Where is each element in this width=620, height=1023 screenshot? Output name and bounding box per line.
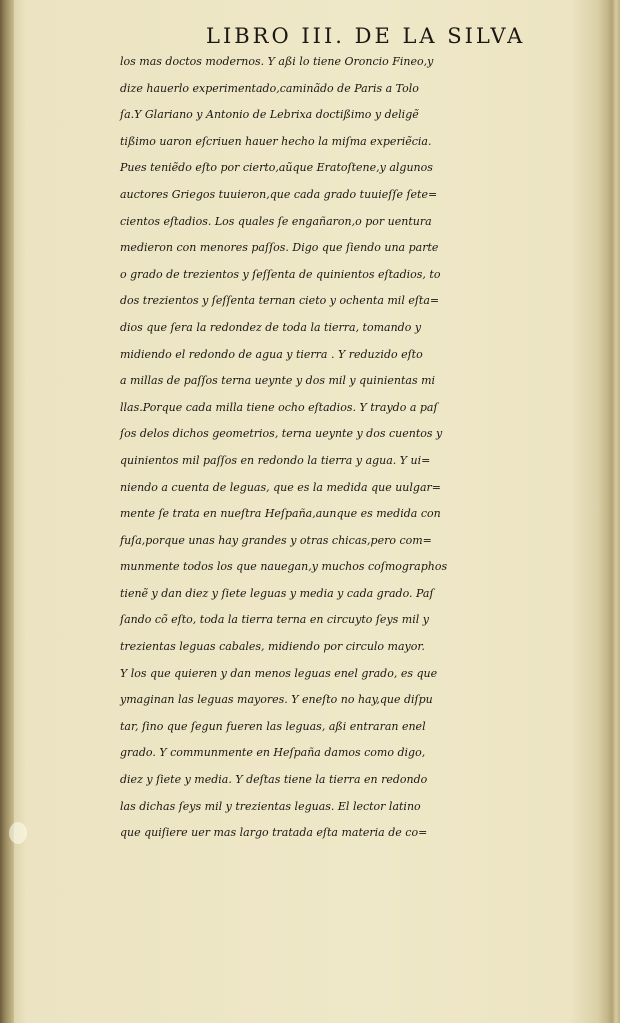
text-line: niendo a cuenta de leguas, que es la medida que uulgar= xyxy=(120,480,441,494)
text-line: ſa.Y Glariano y Antonio de Lebrixa doctißimo y deligẽ xyxy=(120,108,419,122)
text-line: Y los que quieren y dan menos leguas enel grado, es que xyxy=(120,666,438,680)
text-line: ſando cõ eſto, toda la tierra terna en circuyto ſeys mil y xyxy=(120,613,429,627)
paper-stain xyxy=(9,822,27,844)
text-line: a millas de paſſos terna ueynte y dos mil y quinientas mi xyxy=(120,374,436,388)
text-line: trezientas leguas cabales, midiendo por circulo mayor. xyxy=(120,640,425,654)
text-line: dize hauerlo experimentado,caminãdo de Paris a Tolo xyxy=(120,81,419,95)
text-line: grado. Y communmente en Heſpaña damos como digo, xyxy=(120,746,426,760)
running-header: LIBRO III. DE LA SILVA xyxy=(206,24,526,48)
text-line: mente ſe trata en nueſtra Heſpaña,aunque es medida con xyxy=(120,507,441,521)
text-line: ſos delos dichos geometrios, terna ueynte y dos cuentos y xyxy=(120,427,443,441)
text-line: las dichas ſeys mil y trezientas leguas. El lector latino xyxy=(120,799,421,813)
text-line: ymaginan las leguas mayores. Y eneſto no hay,que diſpu xyxy=(120,693,433,707)
text-line: tißimo uaron eſcriuen hauer hecho la miſma experiẽcia. xyxy=(120,134,432,148)
text-line: llas.Porque cada milla tiene ocho eſtadios. Y traydo a paſ xyxy=(120,400,438,414)
text-line: medieron con menores paſſos. Digo que ſiendo una parte xyxy=(120,241,439,255)
text-line: munmente todos los que nauegan,y muchos coſmographos xyxy=(120,560,448,574)
page-edge xyxy=(598,0,620,1023)
text-line: los mas doctos modernos. Y aßi lo tiene Oroncio Fineo,y xyxy=(120,55,434,68)
text-line: dios que ſera la redondez de toda la tierra, tomando y xyxy=(120,320,422,334)
gutter-shadow xyxy=(0,0,14,1023)
text-line: o grado de trezientos y ſeſſenta de quinientos eſtadios, to xyxy=(120,267,441,281)
text-line: cientos eſtadios. Los quales ſe engañaron,o por uentura xyxy=(120,214,432,228)
text-line: que quiſiere uer mas largo tratada eſta materia de co= xyxy=(120,826,428,840)
text-line: tienẽ y dan diez y ſiete leguas y media y cada grado. Paſ xyxy=(120,586,434,600)
text-line: auctores Griegos tuuieron,que cada grado tuuieſſe ſete= xyxy=(120,187,438,201)
text-line: quinientos mil paſſos en redondo la tierra y agua. Y ui= xyxy=(120,453,431,467)
text-line: Pues teniẽdo eſto por cierto,aũque Eratoſtene,y algunos xyxy=(120,161,433,175)
text-line: dos trezientos y ſeſſenta ternan cieto y ochenta mil eſta= xyxy=(120,294,440,308)
body-text xyxy=(120,49,590,847)
text-line: midiendo el redondo de agua y tierra . Y reduzido eſto xyxy=(120,347,423,361)
text-line: diez y ſiete y media. Y deſtas tiene la tierra en redondo xyxy=(120,773,428,787)
text-line: tar, ſino que ſegun fueren las leguas, aßi entraran enel xyxy=(120,719,426,733)
text-line: fuſa,porque unas hay grandes y otras chicas,pero com= xyxy=(120,533,432,547)
